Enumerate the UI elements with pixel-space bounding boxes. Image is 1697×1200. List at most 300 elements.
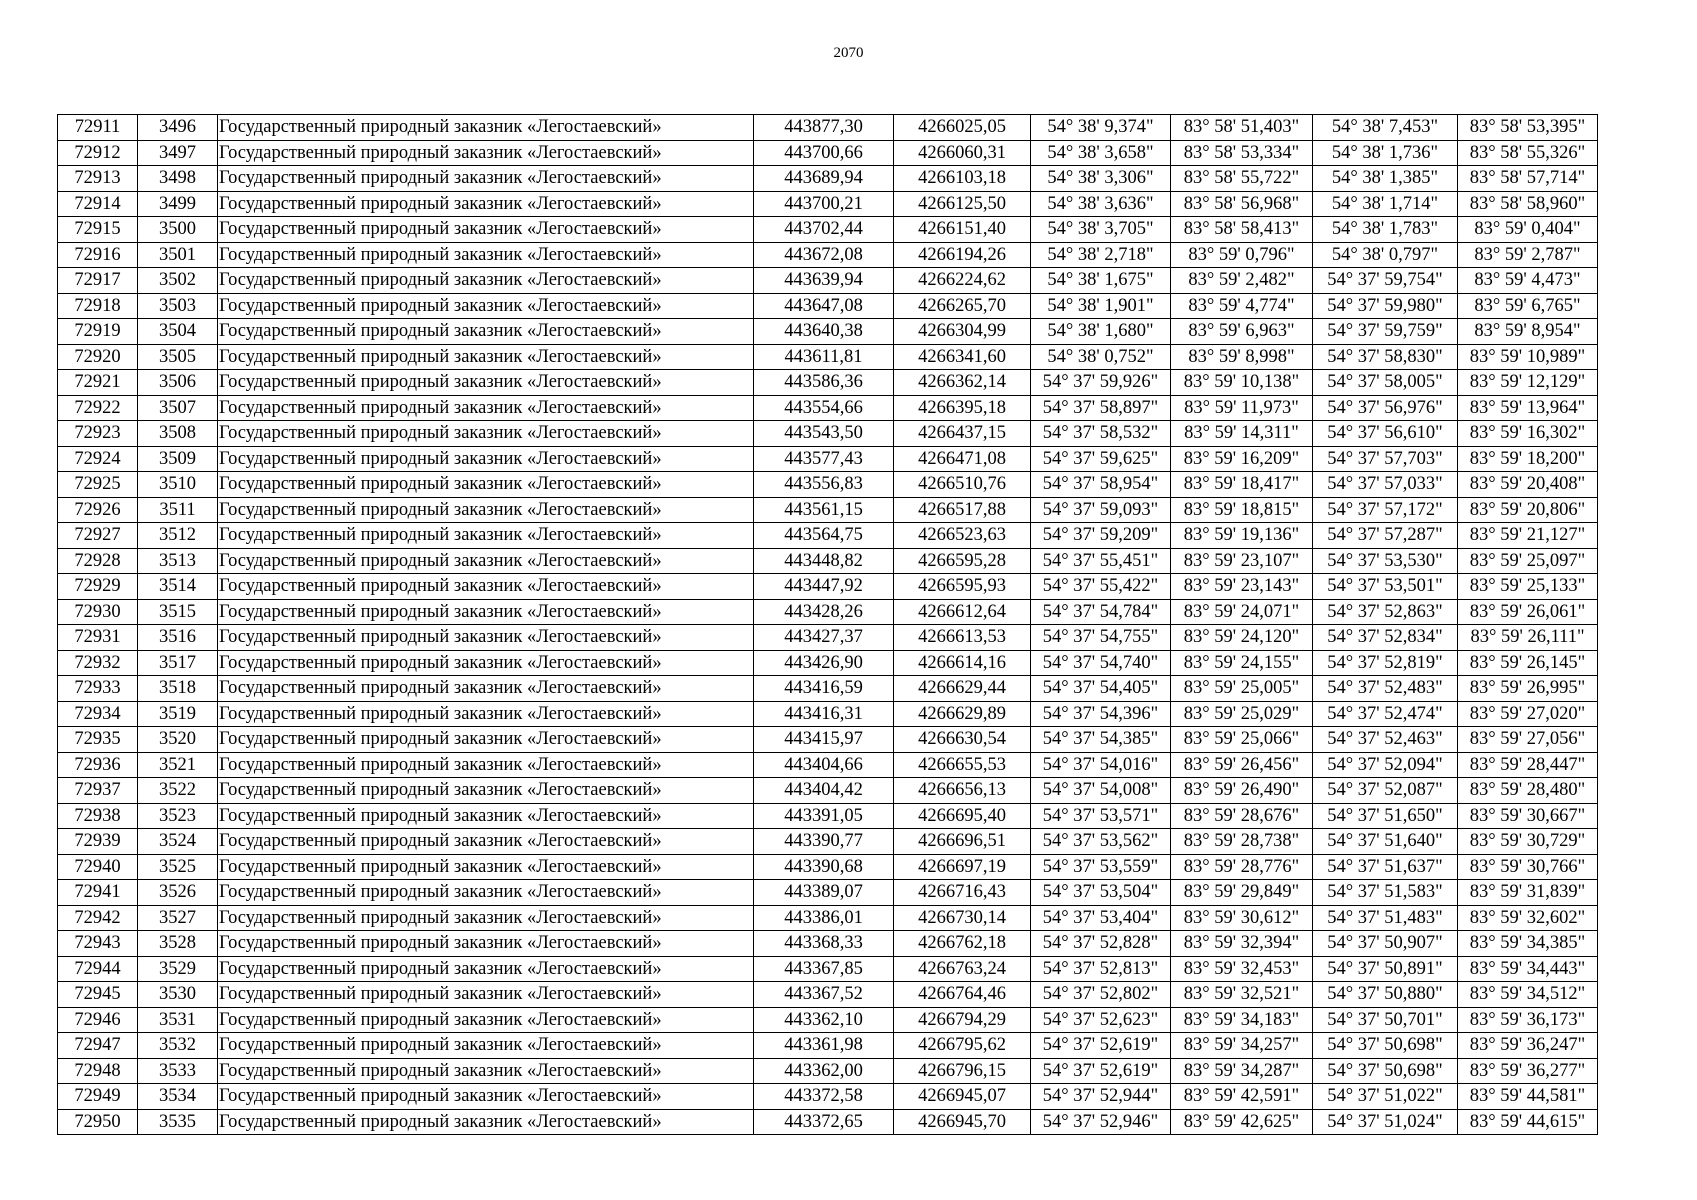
table-row bbox=[58, 395, 1598, 421]
object-name-cell: Государственный природный заказник «Легостаевский» bbox=[218, 1109, 754, 1135]
x-coordinate-cell: 443447,92 bbox=[754, 574, 894, 600]
y-coordinate-cell: 4266613,53 bbox=[894, 625, 1031, 651]
point-number-cell: 3530 bbox=[138, 982, 218, 1008]
object-name-cell: Государственный природный заказник «Легостаевский» bbox=[218, 1033, 754, 1059]
longitude-1-cell: 83° 58' 51,403" bbox=[1171, 115, 1313, 141]
table-row bbox=[58, 931, 1598, 957]
table-row bbox=[58, 421, 1598, 447]
x-coordinate-cell: 443416,59 bbox=[754, 676, 894, 702]
object-name-cell: Государственный природный заказник «Легостаевский» bbox=[218, 191, 754, 217]
point-number-cell: 3534 bbox=[138, 1084, 218, 1110]
latitude-2-cell: 54° 37' 59,980" bbox=[1313, 293, 1458, 319]
y-coordinate-cell: 4266945,70 bbox=[894, 1109, 1031, 1135]
longitude-2-cell: 83° 59' 34,512" bbox=[1458, 982, 1598, 1008]
longitude-2-cell: 83° 59' 27,020" bbox=[1458, 701, 1598, 727]
latitude-1-cell: 54° 37' 54,740" bbox=[1031, 650, 1171, 676]
x-coordinate-cell: 443404,42 bbox=[754, 778, 894, 804]
longitude-2-cell: 83° 59' 28,480" bbox=[1458, 778, 1598, 804]
latitude-2-cell: 54° 37' 57,287" bbox=[1313, 523, 1458, 549]
x-coordinate-cell: 443564,75 bbox=[754, 523, 894, 549]
latitude-2-cell: 54° 38' 1,736" bbox=[1313, 140, 1458, 166]
point-number-cell: 3513 bbox=[138, 548, 218, 574]
object-name-cell: Государственный природный заказник «Легостаевский» bbox=[218, 982, 754, 1008]
latitude-2-cell: 54° 37' 56,976" bbox=[1313, 395, 1458, 421]
latitude-2-cell: 54° 37' 52,834" bbox=[1313, 625, 1458, 651]
longitude-1-cell: 83° 59' 25,005" bbox=[1171, 676, 1313, 702]
table-row bbox=[58, 676, 1598, 702]
row-number-cell: 72916 bbox=[58, 242, 138, 268]
x-coordinate-cell: 443362,10 bbox=[754, 1007, 894, 1033]
row-number-cell: 72917 bbox=[58, 268, 138, 294]
y-coordinate-cell: 4266523,63 bbox=[894, 523, 1031, 549]
row-number-cell: 72937 bbox=[58, 778, 138, 804]
y-coordinate-cell: 4266763,24 bbox=[894, 956, 1031, 982]
y-coordinate-cell: 4266437,15 bbox=[894, 421, 1031, 447]
latitude-1-cell: 54° 37' 54,755" bbox=[1031, 625, 1171, 651]
row-number-cell: 72950 bbox=[58, 1109, 138, 1135]
object-name-cell: Государственный природный заказник «Легостаевский» bbox=[218, 395, 754, 421]
point-number-cell: 3510 bbox=[138, 472, 218, 498]
longitude-1-cell: 83° 59' 28,776" bbox=[1171, 854, 1313, 880]
longitude-2-cell: 83° 59' 18,200" bbox=[1458, 446, 1598, 472]
row-number-cell: 72941 bbox=[58, 880, 138, 906]
longitude-1-cell: 83° 59' 42,591" bbox=[1171, 1084, 1313, 1110]
y-coordinate-cell: 4266471,08 bbox=[894, 446, 1031, 472]
latitude-1-cell: 54° 37' 53,562" bbox=[1031, 829, 1171, 855]
latitude-2-cell: 54° 38' 1,385" bbox=[1313, 166, 1458, 192]
row-number-cell: 72913 bbox=[58, 166, 138, 192]
point-number-cell: 3500 bbox=[138, 217, 218, 243]
longitude-2-cell: 83° 59' 32,602" bbox=[1458, 905, 1598, 931]
x-coordinate-cell: 443640,38 bbox=[754, 319, 894, 345]
row-number-cell: 72922 bbox=[58, 395, 138, 421]
longitude-1-cell: 83° 59' 34,257" bbox=[1171, 1033, 1313, 1059]
object-name-cell: Государственный природный заказник «Легостаевский» bbox=[218, 1084, 754, 1110]
longitude-2-cell: 83° 59' 10,989" bbox=[1458, 344, 1598, 370]
latitude-1-cell: 54° 38' 1,680" bbox=[1031, 319, 1171, 345]
latitude-2-cell: 54° 37' 52,863" bbox=[1313, 599, 1458, 625]
longitude-2-cell: 83° 59' 44,615" bbox=[1458, 1109, 1598, 1135]
longitude-1-cell: 83° 59' 30,612" bbox=[1171, 905, 1313, 931]
table-row bbox=[58, 752, 1598, 778]
table-row bbox=[58, 829, 1598, 855]
point-number-cell: 3531 bbox=[138, 1007, 218, 1033]
row-number-cell: 72940 bbox=[58, 854, 138, 880]
object-name-cell: Государственный природный заказник «Легостаевский» bbox=[218, 523, 754, 549]
point-number-cell: 3520 bbox=[138, 727, 218, 753]
table-row bbox=[58, 319, 1598, 345]
longitude-2-cell: 83° 59' 31,839" bbox=[1458, 880, 1598, 906]
row-number-cell: 72925 bbox=[58, 472, 138, 498]
point-number-cell: 3518 bbox=[138, 676, 218, 702]
latitude-1-cell: 54° 38' 1,901" bbox=[1031, 293, 1171, 319]
point-number-cell: 3506 bbox=[138, 370, 218, 396]
point-number-cell: 3533 bbox=[138, 1058, 218, 1084]
row-number-cell: 72932 bbox=[58, 650, 138, 676]
row-number-cell: 72912 bbox=[58, 140, 138, 166]
x-coordinate-cell: 443362,00 bbox=[754, 1058, 894, 1084]
table-row bbox=[58, 344, 1598, 370]
longitude-1-cell: 83° 58' 56,968" bbox=[1171, 191, 1313, 217]
x-coordinate-cell: 443361,98 bbox=[754, 1033, 894, 1059]
latitude-2-cell: 54° 38' 1,714" bbox=[1313, 191, 1458, 217]
row-number-cell: 72946 bbox=[58, 1007, 138, 1033]
point-number-cell: 3514 bbox=[138, 574, 218, 600]
longitude-2-cell: 83° 59' 20,806" bbox=[1458, 497, 1598, 523]
y-coordinate-cell: 4266595,28 bbox=[894, 548, 1031, 574]
latitude-1-cell: 54° 37' 55,451" bbox=[1031, 548, 1171, 574]
y-coordinate-cell: 4266795,62 bbox=[894, 1033, 1031, 1059]
y-coordinate-cell: 4266025,05 bbox=[894, 115, 1031, 141]
x-coordinate-cell: 443404,66 bbox=[754, 752, 894, 778]
longitude-2-cell: 83° 59' 0,404" bbox=[1458, 217, 1598, 243]
longitude-1-cell: 83° 59' 32,394" bbox=[1171, 931, 1313, 957]
point-number-cell: 3516 bbox=[138, 625, 218, 651]
point-number-cell: 3528 bbox=[138, 931, 218, 957]
x-coordinate-cell: 443647,08 bbox=[754, 293, 894, 319]
table-row bbox=[58, 1033, 1598, 1059]
longitude-1-cell: 83° 59' 11,973" bbox=[1171, 395, 1313, 421]
y-coordinate-cell: 4266716,43 bbox=[894, 880, 1031, 906]
point-number-cell: 3503 bbox=[138, 293, 218, 319]
latitude-2-cell: 54° 37' 52,087" bbox=[1313, 778, 1458, 804]
object-name-cell: Государственный природный заказник «Легостаевский» bbox=[218, 319, 754, 345]
longitude-1-cell: 83° 59' 42,625" bbox=[1171, 1109, 1313, 1135]
object-name-cell: Государственный природный заказник «Легостаевский» bbox=[218, 446, 754, 472]
point-number-cell: 3508 bbox=[138, 421, 218, 447]
longitude-1-cell: 83° 58' 53,334" bbox=[1171, 140, 1313, 166]
table-row bbox=[58, 140, 1598, 166]
longitude-1-cell: 83° 59' 6,963" bbox=[1171, 319, 1313, 345]
latitude-2-cell: 54° 37' 51,024" bbox=[1313, 1109, 1458, 1135]
object-name-cell: Государственный природный заказник «Легостаевский» bbox=[218, 625, 754, 651]
coordinates-table bbox=[57, 114, 1598, 1135]
longitude-1-cell: 83° 59' 32,521" bbox=[1171, 982, 1313, 1008]
object-name-cell: Государственный природный заказник «Легостаевский» bbox=[218, 421, 754, 447]
object-name-cell: Государственный природный заказник «Легостаевский» bbox=[218, 370, 754, 396]
object-name-cell: Государственный природный заказник «Легостаевский» bbox=[218, 166, 754, 192]
x-coordinate-cell: 443426,90 bbox=[754, 650, 894, 676]
longitude-1-cell: 83° 58' 55,722" bbox=[1171, 166, 1313, 192]
longitude-2-cell: 83° 59' 21,127" bbox=[1458, 523, 1598, 549]
y-coordinate-cell: 4266517,88 bbox=[894, 497, 1031, 523]
x-coordinate-cell: 443689,94 bbox=[754, 166, 894, 192]
object-name-cell: Государственный природный заказник «Легостаевский» bbox=[218, 599, 754, 625]
y-coordinate-cell: 4266224,62 bbox=[894, 268, 1031, 294]
table-row bbox=[58, 472, 1598, 498]
object-name-cell: Государственный природный заказник «Легостаевский» bbox=[218, 880, 754, 906]
longitude-1-cell: 83° 59' 24,120" bbox=[1171, 625, 1313, 651]
point-number-cell: 3511 bbox=[138, 497, 218, 523]
table-row bbox=[58, 370, 1598, 396]
y-coordinate-cell: 4266656,13 bbox=[894, 778, 1031, 804]
latitude-2-cell: 54° 37' 53,501" bbox=[1313, 574, 1458, 600]
table-row bbox=[58, 1058, 1598, 1084]
object-name-cell: Государственный природный заказник «Легостаевский» bbox=[218, 956, 754, 982]
latitude-2-cell: 54° 37' 57,033" bbox=[1313, 472, 1458, 498]
table-row bbox=[58, 880, 1598, 906]
point-number-cell: 3524 bbox=[138, 829, 218, 855]
row-number-cell: 72943 bbox=[58, 931, 138, 957]
latitude-1-cell: 54° 37' 58,954" bbox=[1031, 472, 1171, 498]
latitude-1-cell: 54° 37' 54,784" bbox=[1031, 599, 1171, 625]
latitude-2-cell: 54° 37' 52,094" bbox=[1313, 752, 1458, 778]
x-coordinate-cell: 443672,08 bbox=[754, 242, 894, 268]
object-name-cell: Государственный природный заказник «Легостаевский» bbox=[218, 676, 754, 702]
latitude-2-cell: 54° 37' 50,698" bbox=[1313, 1033, 1458, 1059]
point-number-cell: 3526 bbox=[138, 880, 218, 906]
object-name-cell: Государственный природный заказник «Легостаевский» bbox=[218, 472, 754, 498]
x-coordinate-cell: 443543,50 bbox=[754, 421, 894, 447]
y-coordinate-cell: 4266341,60 bbox=[894, 344, 1031, 370]
row-number-cell: 72948 bbox=[58, 1058, 138, 1084]
row-number-cell: 72921 bbox=[58, 370, 138, 396]
y-coordinate-cell: 4266796,15 bbox=[894, 1058, 1031, 1084]
row-number-cell: 72931 bbox=[58, 625, 138, 651]
x-coordinate-cell: 443700,21 bbox=[754, 191, 894, 217]
point-number-cell: 3497 bbox=[138, 140, 218, 166]
row-number-cell: 72915 bbox=[58, 217, 138, 243]
longitude-2-cell: 83° 59' 16,302" bbox=[1458, 421, 1598, 447]
longitude-1-cell: 83° 59' 18,417" bbox=[1171, 472, 1313, 498]
longitude-1-cell: 83° 59' 2,482" bbox=[1171, 268, 1313, 294]
y-coordinate-cell: 4266395,18 bbox=[894, 395, 1031, 421]
y-coordinate-cell: 4266629,89 bbox=[894, 701, 1031, 727]
row-number-cell: 72923 bbox=[58, 421, 138, 447]
latitude-1-cell: 54° 37' 53,504" bbox=[1031, 880, 1171, 906]
object-name-cell: Государственный природный заказник «Легостаевский» bbox=[218, 854, 754, 880]
table-row bbox=[58, 497, 1598, 523]
y-coordinate-cell: 4266730,14 bbox=[894, 905, 1031, 931]
latitude-1-cell: 54° 37' 53,571" bbox=[1031, 803, 1171, 829]
object-name-cell: Государственный природный заказник «Легостаевский» bbox=[218, 217, 754, 243]
row-number-cell: 72942 bbox=[58, 905, 138, 931]
latitude-2-cell: 54° 37' 59,759" bbox=[1313, 319, 1458, 345]
latitude-2-cell: 54° 37' 50,880" bbox=[1313, 982, 1458, 1008]
longitude-2-cell: 83° 58' 53,395" bbox=[1458, 115, 1598, 141]
row-number-cell: 72939 bbox=[58, 829, 138, 855]
table-row bbox=[58, 268, 1598, 294]
table-row bbox=[58, 778, 1598, 804]
object-name-cell: Государственный природный заказник «Легостаевский» bbox=[218, 1058, 754, 1084]
x-coordinate-cell: 443415,97 bbox=[754, 727, 894, 753]
y-coordinate-cell: 4266764,46 bbox=[894, 982, 1031, 1008]
x-coordinate-cell: 443416,31 bbox=[754, 701, 894, 727]
longitude-2-cell: 83° 59' 6,765" bbox=[1458, 293, 1598, 319]
latitude-1-cell: 54° 37' 52,802" bbox=[1031, 982, 1171, 1008]
point-number-cell: 3496 bbox=[138, 115, 218, 141]
longitude-2-cell: 83° 59' 34,385" bbox=[1458, 931, 1598, 957]
table-row bbox=[58, 217, 1598, 243]
table-row bbox=[58, 727, 1598, 753]
latitude-1-cell: 54° 38' 3,705" bbox=[1031, 217, 1171, 243]
row-number-cell: 72930 bbox=[58, 599, 138, 625]
latitude-2-cell: 54° 37' 58,830" bbox=[1313, 344, 1458, 370]
longitude-2-cell: 83° 59' 26,111" bbox=[1458, 625, 1598, 651]
latitude-1-cell: 54° 37' 59,926" bbox=[1031, 370, 1171, 396]
latitude-2-cell: 54° 38' 0,797" bbox=[1313, 242, 1458, 268]
latitude-2-cell: 54° 37' 51,022" bbox=[1313, 1084, 1458, 1110]
row-number-cell: 72936 bbox=[58, 752, 138, 778]
longitude-1-cell: 83° 59' 34,287" bbox=[1171, 1058, 1313, 1084]
object-name-cell: Государственный природный заказник «Легостаевский» bbox=[218, 344, 754, 370]
latitude-2-cell: 54° 37' 58,005" bbox=[1313, 370, 1458, 396]
y-coordinate-cell: 4266595,93 bbox=[894, 574, 1031, 600]
table-row bbox=[58, 803, 1598, 829]
x-coordinate-cell: 443372,58 bbox=[754, 1084, 894, 1110]
longitude-2-cell: 83° 59' 28,447" bbox=[1458, 752, 1598, 778]
row-number-cell: 72944 bbox=[58, 956, 138, 982]
y-coordinate-cell: 4266945,07 bbox=[894, 1084, 1031, 1110]
point-number-cell: 3519 bbox=[138, 701, 218, 727]
table-row bbox=[58, 956, 1598, 982]
longitude-1-cell: 83° 59' 24,155" bbox=[1171, 650, 1313, 676]
longitude-1-cell: 83° 59' 25,066" bbox=[1171, 727, 1313, 753]
point-number-cell: 3517 bbox=[138, 650, 218, 676]
longitude-2-cell: 83° 59' 44,581" bbox=[1458, 1084, 1598, 1110]
row-number-cell: 72935 bbox=[58, 727, 138, 753]
longitude-2-cell: 83° 59' 20,408" bbox=[1458, 472, 1598, 498]
object-name-cell: Государственный природный заказник «Легостаевский» bbox=[218, 293, 754, 319]
point-number-cell: 3527 bbox=[138, 905, 218, 931]
x-coordinate-cell: 443561,15 bbox=[754, 497, 894, 523]
latitude-1-cell: 54° 37' 58,532" bbox=[1031, 421, 1171, 447]
row-number-cell: 72949 bbox=[58, 1084, 138, 1110]
y-coordinate-cell: 4266614,16 bbox=[894, 650, 1031, 676]
y-coordinate-cell: 4266762,18 bbox=[894, 931, 1031, 957]
y-coordinate-cell: 4266304,99 bbox=[894, 319, 1031, 345]
latitude-1-cell: 54° 38' 2,718" bbox=[1031, 242, 1171, 268]
latitude-2-cell: 54° 37' 52,483" bbox=[1313, 676, 1458, 702]
row-number-cell: 72933 bbox=[58, 676, 138, 702]
table-row bbox=[58, 293, 1598, 319]
latitude-2-cell: 54° 37' 52,819" bbox=[1313, 650, 1458, 676]
longitude-1-cell: 83° 59' 23,143" bbox=[1171, 574, 1313, 600]
longitude-1-cell: 83° 59' 32,453" bbox=[1171, 956, 1313, 982]
latitude-2-cell: 54° 37' 50,891" bbox=[1313, 956, 1458, 982]
x-coordinate-cell: 443700,66 bbox=[754, 140, 894, 166]
latitude-2-cell: 54° 37' 57,703" bbox=[1313, 446, 1458, 472]
table-row bbox=[58, 625, 1598, 651]
row-number-cell: 72947 bbox=[58, 1033, 138, 1059]
longitude-2-cell: 83° 58' 57,714" bbox=[1458, 166, 1598, 192]
point-number-cell: 3512 bbox=[138, 523, 218, 549]
longitude-1-cell: 83° 59' 25,029" bbox=[1171, 701, 1313, 727]
longitude-2-cell: 83° 59' 30,766" bbox=[1458, 854, 1598, 880]
point-number-cell: 3509 bbox=[138, 446, 218, 472]
table-row bbox=[58, 446, 1598, 472]
point-number-cell: 3515 bbox=[138, 599, 218, 625]
table-row bbox=[58, 523, 1598, 549]
table-row bbox=[58, 599, 1598, 625]
x-coordinate-cell: 443367,52 bbox=[754, 982, 894, 1008]
y-coordinate-cell: 4266362,14 bbox=[894, 370, 1031, 396]
longitude-1-cell: 83° 59' 28,738" bbox=[1171, 829, 1313, 855]
object-name-cell: Государственный природный заказник «Легостаевский» bbox=[218, 115, 754, 141]
object-name-cell: Государственный природный заказник «Легостаевский» bbox=[218, 650, 754, 676]
x-coordinate-cell: 443368,33 bbox=[754, 931, 894, 957]
point-number-cell: 3501 bbox=[138, 242, 218, 268]
latitude-2-cell: 54° 37' 51,640" bbox=[1313, 829, 1458, 855]
y-coordinate-cell: 4266630,54 bbox=[894, 727, 1031, 753]
object-name-cell: Государственный природный заказник «Легостаевский» bbox=[218, 242, 754, 268]
table-row bbox=[58, 1084, 1598, 1110]
latitude-2-cell: 54° 37' 52,463" bbox=[1313, 727, 1458, 753]
longitude-1-cell: 83° 59' 4,774" bbox=[1171, 293, 1313, 319]
table-row bbox=[58, 166, 1598, 192]
object-name-cell: Государственный природный заказник «Легостаевский» bbox=[218, 727, 754, 753]
latitude-1-cell: 54° 37' 55,422" bbox=[1031, 574, 1171, 600]
object-name-cell: Государственный природный заказник «Легостаевский» bbox=[218, 905, 754, 931]
x-coordinate-cell: 443586,36 bbox=[754, 370, 894, 396]
object-name-cell: Государственный природный заказник «Легостаевский» bbox=[218, 829, 754, 855]
row-number-cell: 72920 bbox=[58, 344, 138, 370]
longitude-2-cell: 83° 59' 2,787" bbox=[1458, 242, 1598, 268]
point-number-cell: 3529 bbox=[138, 956, 218, 982]
longitude-2-cell: 83° 59' 25,133" bbox=[1458, 574, 1598, 600]
table-row bbox=[58, 548, 1598, 574]
latitude-1-cell: 54° 37' 52,619" bbox=[1031, 1058, 1171, 1084]
y-coordinate-cell: 4266794,29 bbox=[894, 1007, 1031, 1033]
point-number-cell: 3521 bbox=[138, 752, 218, 778]
longitude-2-cell: 83° 58' 55,326" bbox=[1458, 140, 1598, 166]
longitude-2-cell: 83° 59' 25,097" bbox=[1458, 548, 1598, 574]
latitude-1-cell: 54° 38' 3,658" bbox=[1031, 140, 1171, 166]
row-number-cell: 72918 bbox=[58, 293, 138, 319]
longitude-2-cell: 83° 59' 26,995" bbox=[1458, 676, 1598, 702]
y-coordinate-cell: 4266696,51 bbox=[894, 829, 1031, 855]
longitude-2-cell: 83° 59' 26,145" bbox=[1458, 650, 1598, 676]
table-row bbox=[58, 574, 1598, 600]
object-name-cell: Государственный природный заказник «Легостаевский» bbox=[218, 574, 754, 600]
longitude-1-cell: 83° 59' 0,796" bbox=[1171, 242, 1313, 268]
longitude-2-cell: 83° 59' 36,173" bbox=[1458, 1007, 1598, 1033]
table-row bbox=[58, 905, 1598, 931]
longitude-1-cell: 83° 59' 34,183" bbox=[1171, 1007, 1313, 1033]
longitude-2-cell: 83° 59' 4,473" bbox=[1458, 268, 1598, 294]
longitude-1-cell: 83° 59' 29,849" bbox=[1171, 880, 1313, 906]
x-coordinate-cell: 443389,07 bbox=[754, 880, 894, 906]
row-number-cell: 72927 bbox=[58, 523, 138, 549]
y-coordinate-cell: 4266629,44 bbox=[894, 676, 1031, 702]
y-coordinate-cell: 4266125,50 bbox=[894, 191, 1031, 217]
row-number-cell: 72919 bbox=[58, 319, 138, 345]
object-name-cell: Государственный природный заказник «Легостаевский» bbox=[218, 497, 754, 523]
latitude-1-cell: 54° 37' 53,404" bbox=[1031, 905, 1171, 931]
row-number-cell: 72934 bbox=[58, 701, 138, 727]
y-coordinate-cell: 4266612,64 bbox=[894, 599, 1031, 625]
longitude-2-cell: 83° 59' 34,443" bbox=[1458, 956, 1598, 982]
row-number-cell: 72928 bbox=[58, 548, 138, 574]
object-name-cell: Государственный природный заказник «Легостаевский» bbox=[218, 548, 754, 574]
object-name-cell: Государственный природный заказник «Легостаевский» bbox=[218, 752, 754, 778]
longitude-1-cell: 83° 59' 18,815" bbox=[1171, 497, 1313, 523]
table-row bbox=[58, 982, 1598, 1008]
point-number-cell: 3502 bbox=[138, 268, 218, 294]
object-name-cell: Государственный природный заказник «Легостаевский» bbox=[218, 268, 754, 294]
longitude-2-cell: 83° 59' 36,247" bbox=[1458, 1033, 1598, 1059]
latitude-2-cell: 54° 37' 50,907" bbox=[1313, 931, 1458, 957]
longitude-2-cell: 83° 59' 30,729" bbox=[1458, 829, 1598, 855]
point-number-cell: 3525 bbox=[138, 854, 218, 880]
latitude-1-cell: 54° 37' 52,623" bbox=[1031, 1007, 1171, 1033]
latitude-2-cell: 54° 37' 51,637" bbox=[1313, 854, 1458, 880]
page-number: 2070 bbox=[833, 45, 864, 61]
longitude-2-cell: 83° 59' 12,129" bbox=[1458, 370, 1598, 396]
row-number-cell: 72929 bbox=[58, 574, 138, 600]
longitude-1-cell: 83° 59' 26,456" bbox=[1171, 752, 1313, 778]
longitude-2-cell: 83° 59' 30,667" bbox=[1458, 803, 1598, 829]
